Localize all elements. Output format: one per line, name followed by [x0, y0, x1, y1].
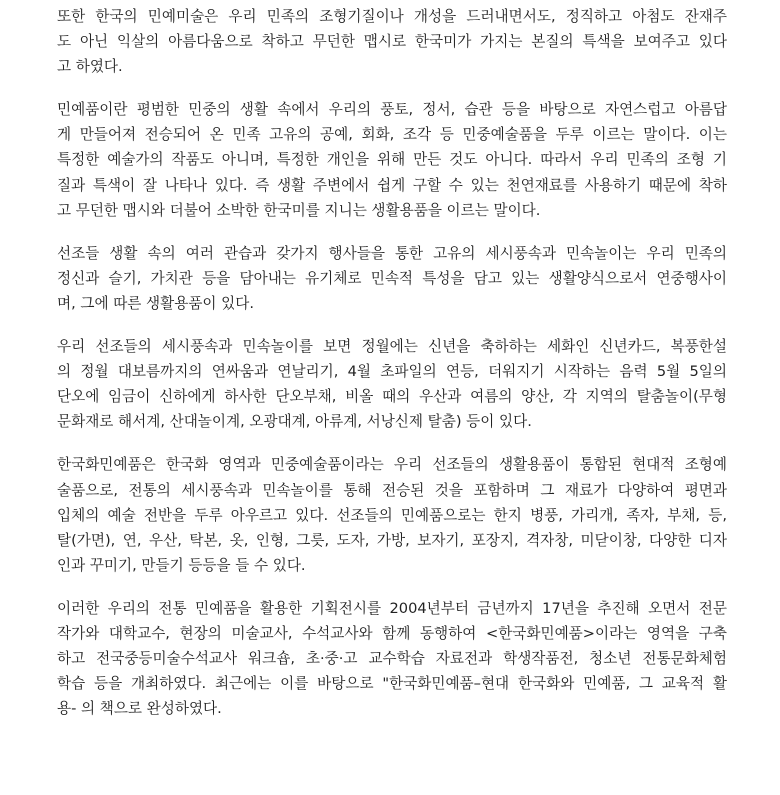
text-line: 단오에 임금이 신하에게 하사한 단오부채, 비올 때의 우산과 여름의 양산, 각 지역의 탈춤놀이(무형 [57, 388, 727, 406]
text-line: 며, 그에 따른 생활용품이 있다. [57, 294, 255, 312]
text-line: 게 만들어져 전승되어 온 민족 고유의 공예, 회화, 조각 등 민중예술품을 두루 이르는 말이다. 이는 [57, 126, 727, 144]
text-line: 도 아닌 익살의 아름다움으로 착하고 무던한 맵시로 한국미가 가지는 본질의 특색을 보여주고 있다 [57, 33, 727, 51]
text-line: 한국화민예품은 한국화 영역과 민중예술품이라는 우리 선조들의 생활용품이 통합된 현대적 조형예 [57, 456, 727, 474]
paragraph-3 [57, 241, 727, 316]
text-line: 우리 선조들의 세시풍속과 민속놀이를 보면 정월에는 신년을 축하하는 세화인 신년카드, 복풍한설 [57, 338, 727, 356]
text-line: 이러한 우리의 전통 민예품을 활용한 기획전시를 2004년부터 금년까지 17년을 추진해 오면서 전문 [57, 599, 727, 617]
text-line: 민예품이란 평범한 민중의 생활 속에서 우리의 풍토, 정서, 습관 등을 바탕으로 자연스럽고 아름답 [57, 101, 727, 119]
text-line: 탈(가면), 연, 우산, 탁본, 옷, 인형, 그릇, 도자, 가방, 보자기, 포장지, 격자창, 미닫이창, 다양한 디자 [57, 531, 727, 549]
paragraph-1 [57, 4, 727, 79]
text-line: 의 정월 대보름까지의 연싸움과 연날리기, 4월 초파일의 연등, 더워지기 시작하는 음력 5월 5일의 [57, 363, 727, 381]
paragraph-6 [57, 596, 727, 721]
text-line: 인과 꾸미기, 만들기 등등을 들 수 있다. [57, 556, 306, 574]
text-line: 또한 한국의 민예미술은 우리 민족의 조형기질이나 개성을 드러내면서도, 정직하고 아첨도 잔재주 [57, 8, 727, 25]
text-line: 입체의 예술 전반을 두루 아우르고 있다. 선조들의 민예품으로는 한지 병풍, 가리개, 족자, 부채, 등, [57, 506, 727, 524]
text-line: 학습 등을 개최하였다. 최근에는 이를 바탕으로 "한국화민예품–현대 한국화와 민예품, 그 교육적 활 [57, 675, 727, 693]
paragraph-5 [57, 452, 727, 577]
text-line: 정신과 슬기, 가치관 등을 담아내는 유기체로 민속적 특성을 담고 있는 생활양식으로서 연중행사이 [57, 269, 727, 287]
text-line: 용- 의 책으로 완성하였다. [57, 700, 222, 718]
text-line: 술품으로, 전통의 세시풍속과 민속놀이를 통해 전승된 것을 포함하며 그 재료가 다양하여 평면과 [57, 481, 727, 499]
text-line: 하고 전국중등미술수석교사 워크숍, 초·중·고 교수학습 자료전과 학생작품전, 청소년 전통문화체험 [57, 650, 727, 668]
text-line: 고 무던한 맵시와 더불어 소박한 한국미를 지니는 생활용품을 이르는 말이다. [57, 201, 541, 219]
paragraph-4 [57, 334, 727, 434]
text-line: 질과 특색이 잘 나타나 있다. 즉 생활 주변에서 쉽게 구할 수 있는 천연재료를 사용하기 때문에 착하 [57, 176, 727, 194]
text-line: 작가와 대학교수, 현장의 미술교사, 수석교사와 함께 동행하여 <한국화민예품>이라는 영역을 구축 [57, 624, 727, 642]
document-body [57, 4, 727, 739]
text-line: 문화재로 해서계, 산대놀이계, 오광대계, 아류계, 서낭신제 탈춤) 등이 있다. [57, 413, 532, 431]
text-line: 선조들 생활 속의 여러 관습과 갖가지 행사들을 통한 고유의 세시풍속과 민속놀이는 우리 민족의 [57, 244, 727, 262]
paragraph-2 [57, 97, 727, 222]
text-line: 특정한 예술가의 작품도 아니며, 특정한 개인을 위해 만든 것도 아니다. 따라서 우리 민족의 조형 기 [57, 151, 727, 169]
text-line: 고 하였다. [57, 58, 123, 76]
